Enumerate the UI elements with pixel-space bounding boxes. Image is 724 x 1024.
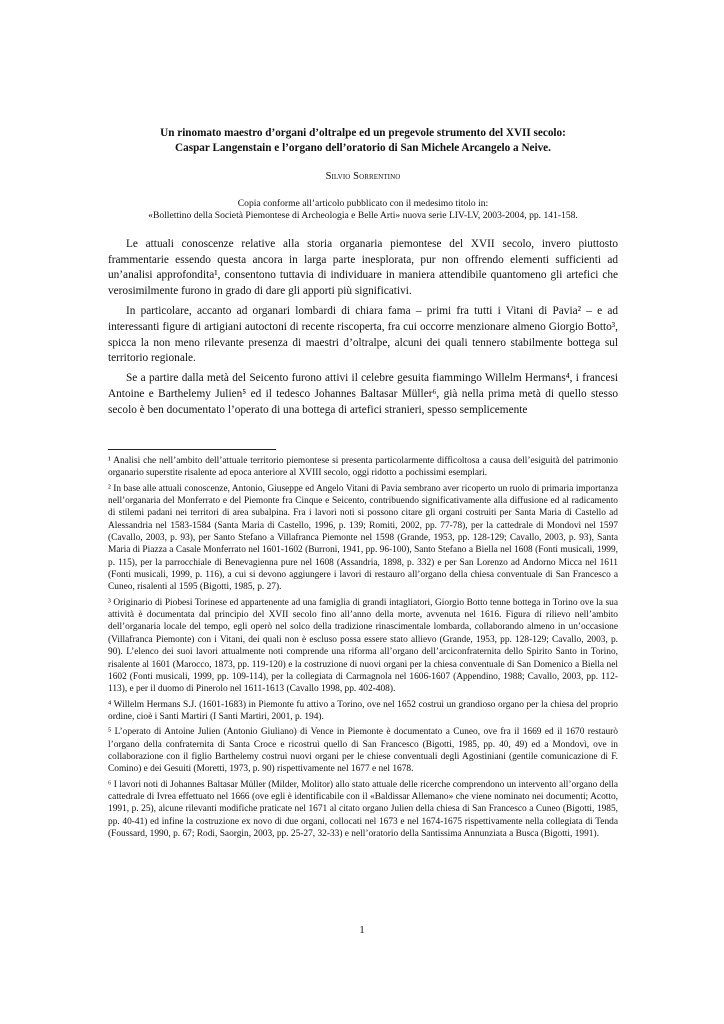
footnote-separator <box>108 449 276 450</box>
body-paragraph: In particolare, accanto ad organari lombardi di chiara fama – primi fra tutti i Vitani di Pavia² – e ad interessanti figure di artigiani autoctoni di recente riscoperta, fra cui occorre menzionare almeno Giorgio Botto³, spicca la non meno rilevante presenza di maestri d’oltralpe, alcuni dei quali tennero stabilmente bottega sul territorio regionale. <box>108 305 618 365</box>
publication-note-line-2: «Bollettino della Società Piemontese di Archeologia e Belle Arti» nuova serie LIV-LV, 2003-2004, pp. 141-158. <box>148 210 578 222</box>
body-paragraph: Le attuali conoscenze relative alla storia organaria piemontese del XVII secolo, invero piuttosto frammentarie essendo questa ancora in larga parte inesplorata, pur non offrendo elementi sufficienti ad un’analisi approfondita¹, consentono tuttavia di individuare in maniera attendibile quantomeno gli artefici che verosimilmente furono in grado di dare gli apporti più significativi. <box>108 237 618 298</box>
article-header <box>108 126 618 423</box>
article-body <box>108 237 618 419</box>
author-name: Silvio Sorrentino <box>325 171 401 182</box>
footnote-3: ³ Originario di Piobesi Torinese ed appartenente ad una famiglia di grandi intagliatori, Giorgio Botto tenne bottega in Torino ove la sua attività è documentata dal principio del XVII secolo fino all’anno della morte, avvenuta nel 1616. Figura di rilievo nell’ambito dell’organaria locale del tempo, egli operò nel solco della tradizione rinascimentale lombarda, collaborando almeno in un’occasione (Villafranca Piemonte) con i Vitani, dei quali non è escluso possa essere stato allievo (Grande, 1953, pp. 128-129; Cavallo, 2003, p. 90). L’elenco dei suoi lavori attualmente noti comprende una riforma all’organo dell’arciconfraternita dello Spirito Santo in Torino, risalente al 1601 (Marocco, 1873, pp. 119-120) e la costruzione di nuovi organi per la chiesa conventuale di San Domenico a Biella nel 1602 (Fonti musicali, 1999, pp. 109-114), per la collegiata di Carmagnola nel 1606-1607 (Appendino, 1988; Cavallo, 2003, pp. 112-113), e per il duomo di Pinerolo nel 1611-1613 (Cavallo 1998, pp. 402-408). <box>108 597 618 695</box>
body-paragraph: Se a partire dalla metà del Seicento furono attivi il celebre gesuita fiammingo Willelm Hermans⁴, i francesi Antoine e Barthelemy Julien⁵ ed il tedesco Johannes Baltasar Müller⁶, già nella prima metà di quello stesso secolo è ben documentato l’operato di una bottega di artefici stranieri, spesso semplicemente <box>108 372 618 416</box>
footnote-2: ² In base alle attuali conoscenze, Antonio, Giuseppe ed Angelo Vitani di Pavia sembrano aver ricoperto un ruolo di primaria importanza nell’organaria del Monferrato e del Piemonte fra Cinque e Seicento, contribuendo significativamente alla diffusione ed al radicamento di stilemi padani nei territori di area subalpina. Fra i lavori noti si possono citare gli organi costruiti per Santa Maria di Castello ad Alessandria nel 1583-1584 (Santa Maria di Castello, 1996, p. 139; Romiti, 2002, pp. 77-78), per la cattedrale di Mondovì nel 1597 (Cavallo, 2003, p. 93), per Santo Stefano a Villafranca Piemonte nel 1598 (Grande, 1953, pp. 128-129; Cavallo, 2003, p. 93), Santa Maria di Piazza a Casale Monferrato nel 1601-1602 (Burroni, 1941, pp. 96-100), Santo Stefano a Biella nel 1608 (Fonti musicali, 1999, p. 115), per la parrocchiale di Benevagienna pure nel 1608 (Assandria, 1898, p. 332) e per San Lorenzo ad Andorno Micca nel 1611 (Fonti musicali, 1999, p. 116), a cui si devono aggiungere i lavori di restauro all’organo della chiesa conventuale di San Francesco a Cuneo, risalenti al 1595 (Bigotti, 1985, p. 27). <box>108 483 618 593</box>
footnote-1: ¹ Analisi che nell’ambito dell’attuale territorio piemontese si presenta particolarmente difficoltosa a causa dell’esiguità del patrimonio organario superstite risalente ad epoca anteriore al XVIII secolo, oggi ridotto a pochissimi esemplari. <box>108 456 618 479</box>
footnote-6: ⁶ I lavori noti di Johannes Baltasar Müller (Milder, Molitor) allo stato attuale delle ricerche comprendono un intervento all’organo della cattedrale di Ivrea effettuato nel 1666 (ove egli è identificabile con il «Baldissar Allemano» che viene nominato nei documenti; Acotto, 1991, p. 25), alcune rilevanti modifiche praticate nel 1671 al citato organo Julien della chiesa di San Francesco a Cuneo (Bigotti, 1985, pp. 40-41) ed infine la costruzione ex novo di due organi, collocati nel 1673 e nel 1674-1675 rispettivamente nella collegiata di Tenda (Foussard, 1990, p. 67; Rodi, Saorgin, 2003, pp. 25-27, 32-33) e nell’oratorio della Santissima Annunziata a Busca (Bigotti, 1991). <box>108 779 618 839</box>
page-number: 1 <box>359 924 365 936</box>
article-title <box>108 126 618 155</box>
footnotes <box>108 455 618 843</box>
title-line-1: Un rinomato maestro d’organi d’oltralpe ed un pregevole strumento del XVII secolo: <box>160 127 566 139</box>
publication-note <box>108 198 618 223</box>
publication-note-line-1: Copia conforme all’articolo pubblicato con il medesimo titolo in: <box>237 198 489 209</box>
footnote-5: ⁵ L’operato di Antoine Julien (Antonio Giuliano) di Vence in Piemonte è documentato a Cuneo, ove fra il 1669 ed il 1670 restaurò l’organo della confraternita di Santa Croce e ricostruì quello di San Francesco (Bigotti, 1985, pp. 40, 49) ed a Mondovì, ove in collaborazione con il figlio Barthelemy costruì nuovi organi per le chiese conventuali degli Agostiniani (gentile comunicazione di F. Comino) e dei Gesuiti (Moretti, 1973, p. 90) rispettivamente nel 1677 e nel 1678. <box>108 727 618 775</box>
footnote-4: ⁴ Willelm Hermans S.J. (1601-1683) in Piemonte fu attivo a Torino, ove nel 1652 costruì un grandioso organo per la chiesa del proprio ordine, cioè i Santi Martiri (I Santi Martiri, 2001, p. 194). <box>108 699 618 722</box>
title-line-2: Caspar Langenstain e l’organo dell’oratorio di San Michele Arcangelo a Neive. <box>175 141 551 154</box>
